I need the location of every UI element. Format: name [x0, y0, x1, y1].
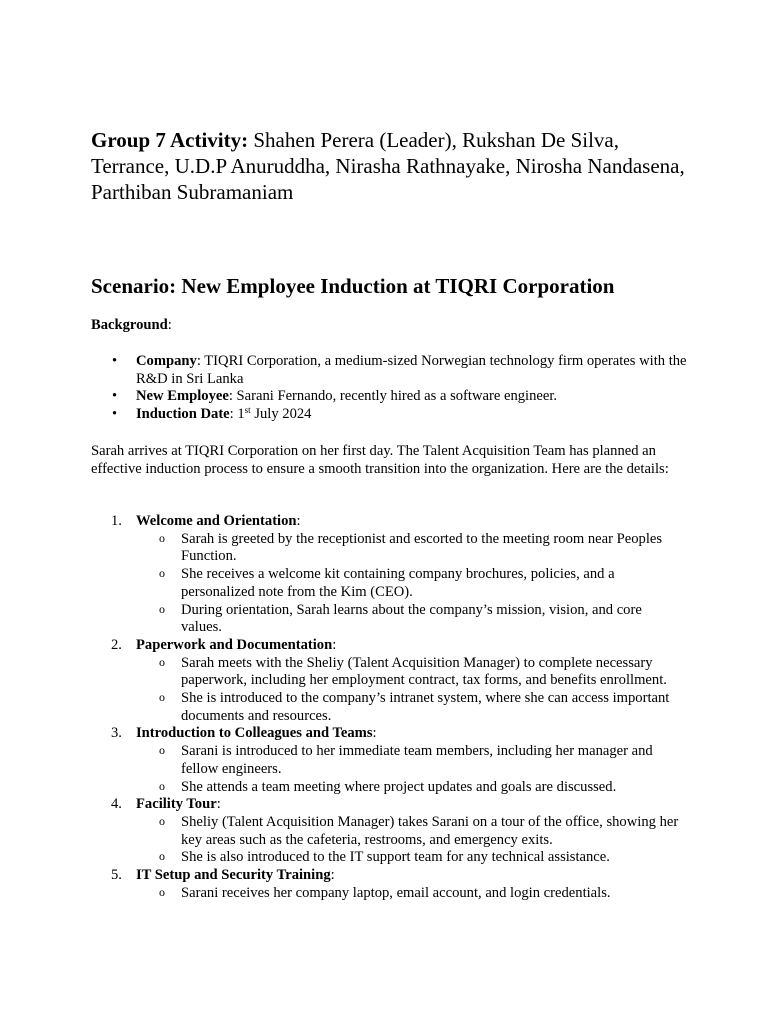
- background-list: [91, 353, 691, 424]
- step-detail-item: o She is introduced to the company’s intranet system, where she can access important documents and resources.: [136, 690, 686, 725]
- background-item-label: Induction Date: [136, 406, 230, 423]
- background-item-text: : 1: [229, 406, 245, 423]
- step-detail-item: o She is also introduced to the IT support team for any technical assistance.: [136, 849, 686, 867]
- scenario-title: Scenario: New Employee Induction at TIQRI Corporation: [91, 274, 615, 298]
- step-details: [136, 655, 691, 726]
- step-colon: :: [372, 725, 377, 742]
- step-detail-item: o Sheliy (Talent Acquisition Manager) takes Sarani on a tour of the office, showing her key areas such as the cafeteria, restrooms, and emergency exits.: [136, 814, 686, 849]
- step-details: [136, 885, 691, 903]
- background-item-induction-date: [91, 406, 691, 424]
- group-heading: [91, 127, 691, 205]
- background-item-text: : TIQRI Corporation, a medium-sized Norwegian technology firm operates with the R&D in Sri Lanka: [136, 353, 687, 387]
- background-item-new-employee: [91, 388, 691, 406]
- step-number: 4.: [111, 796, 122, 813]
- step-colon: :: [296, 513, 301, 529]
- background-item-text: : Sarani Fernando, recently hired as a software engineer.: [228, 388, 558, 405]
- step-paperwork-documentation: [91, 637, 691, 726]
- step-facility-tour: [91, 796, 691, 867]
- step-title: Welcome and Orientation: [136, 513, 297, 529]
- step-colon: :: [332, 636, 337, 653]
- background-item-label: Company: [136, 353, 197, 369]
- step-title: Facility Tour: [136, 796, 217, 813]
- step-detail-item: o Sarah is greeted by the receptionist and escorted to the meeting room near Peoples Function.: [136, 531, 686, 566]
- step-welcome-orientation: [91, 513, 691, 637]
- step-title: Paperwork and Documentation: [136, 636, 333, 653]
- ordinal-suffix: st: [244, 405, 251, 416]
- group-heading-label: Group 7 Activity:: [91, 128, 249, 152]
- step-title: Introduction to Colleagues and Teams: [136, 725, 373, 742]
- step-detail-item: o During orientation, Sarah learns about the company’s mission, vision, and core values.: [136, 602, 686, 637]
- background-colon: :: [167, 317, 172, 333]
- step-detail-item: o Sarani receives her company laptop, email account, and login credentials.: [136, 885, 686, 903]
- intro-paragraph: Sarah arrives at TIQRI Corporation on her first day. The Talent Acquisition Team has planned an effective induction process to ensure a smooth transition into the organization. Here are the details:: [91, 443, 669, 477]
- step-it-setup-security: [91, 867, 691, 902]
- step-colleagues-teams: [91, 725, 691, 796]
- step-title: IT Setup and Security Training: [136, 867, 331, 884]
- background-item-label: New Employee: [136, 388, 229, 405]
- induction-steps: [91, 513, 691, 902]
- background-heading: [91, 317, 172, 335]
- step-number: 5.: [111, 867, 122, 884]
- group-members: Shahen Perera (Leader), Rukshan De Silva, Terrance, U.D.P Anuruddha, Nirasha Rathnayake, Nirosha Nandasena, Parthiban Subramaniam: [91, 128, 685, 204]
- step-colon: :: [216, 796, 221, 813]
- step-detail-item: o She receives a welcome kit containing company brochures, policies, and a personalized note from the Kim (CEO).: [136, 566, 686, 601]
- step-details: [136, 531, 691, 637]
- step-colon: :: [330, 867, 335, 884]
- step-number: 2.: [111, 636, 122, 653]
- step-number: 1.: [111, 513, 122, 529]
- step-detail-item: o She attends a team meeting where project updates and goals are discussed.: [136, 779, 686, 797]
- step-number: 3.: [111, 725, 122, 742]
- background-label: Background: [91, 317, 168, 333]
- background-item-text-after: July 2024: [250, 406, 312, 423]
- step-detail-item: o Sarani is introduced to her immediate team members, including her manager and fellow engineers.: [136, 743, 686, 778]
- step-detail-item: o Sarah meets with the Sheliy (Talent Acquisition Manager) to complete necessary paperwork, including her employment contract, tax forms, and benefits enrollment.: [136, 655, 686, 690]
- step-details: [136, 743, 691, 796]
- background-item-company: [91, 353, 691, 388]
- step-details: [136, 814, 691, 867]
